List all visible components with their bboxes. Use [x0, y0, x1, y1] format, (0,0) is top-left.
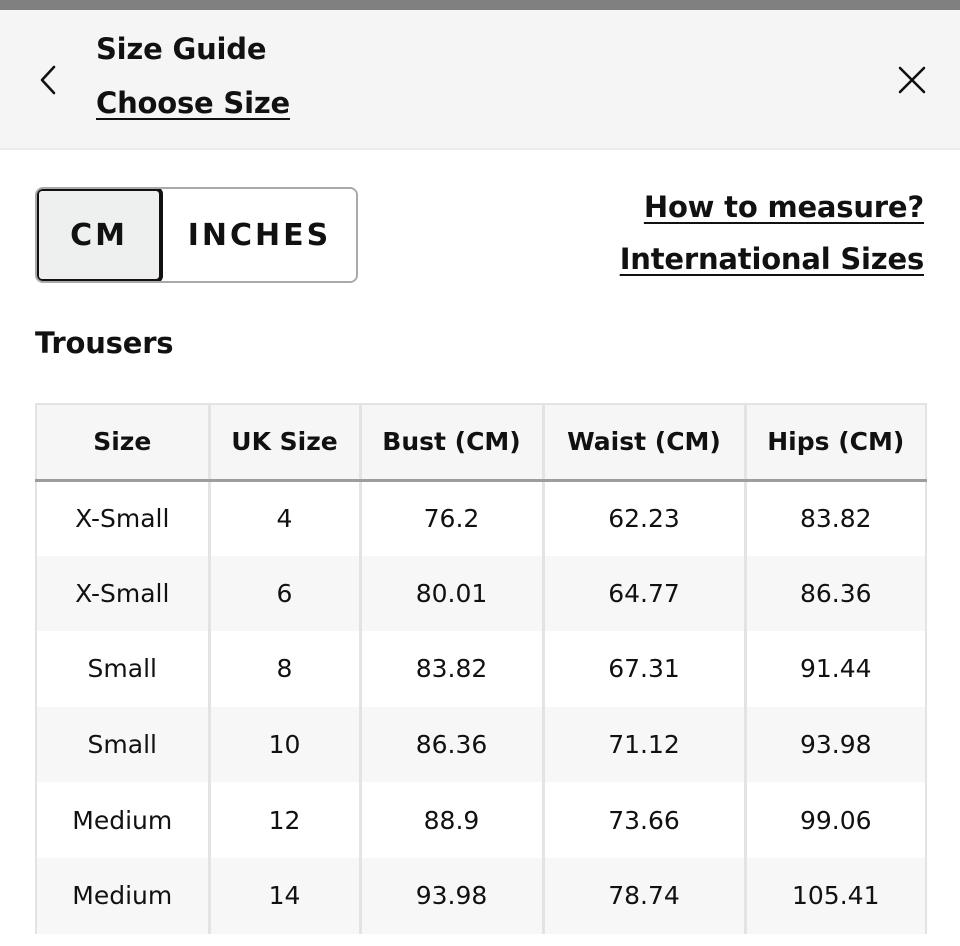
table-row	[36, 782, 926, 858]
table-cell: 93.98	[360, 858, 543, 934]
table-cell: 14	[209, 858, 360, 934]
column-header: Bust (CM)	[360, 404, 543, 480]
table-cell: 71.12	[543, 707, 745, 783]
column-header: Waist (CM)	[543, 404, 745, 480]
table-header-row	[36, 404, 926, 480]
table-cell: 88.9	[360, 782, 543, 858]
table-cell: 73.66	[543, 782, 745, 858]
international-sizes-link[interactable]: International Sizes	[619, 242, 924, 276]
table-cell: 76.2	[360, 480, 543, 556]
table-cell: 8	[209, 631, 360, 707]
status-strip	[0, 0, 960, 10]
table-cell: 86.36	[360, 707, 543, 783]
back-button[interactable]	[30, 62, 66, 98]
table-cell: 83.82	[360, 631, 543, 707]
table-cell: 93.98	[745, 707, 926, 783]
table-cell: Small	[36, 631, 209, 707]
table-cell: 78.74	[543, 858, 745, 934]
table-cell: 105.41	[745, 858, 926, 934]
table-cell: 12	[209, 782, 360, 858]
table-cell: 67.31	[543, 631, 745, 707]
table-cell: X-Small	[36, 480, 209, 556]
table-cell: 86.36	[745, 556, 926, 632]
table-row	[36, 707, 926, 783]
table-row	[36, 631, 926, 707]
table-cell: 99.06	[745, 782, 926, 858]
unit-cm-button[interactable]: CM	[35, 187, 163, 283]
table-cell: 80.01	[360, 556, 543, 632]
close-icon	[897, 65, 927, 95]
table-row	[36, 858, 926, 934]
table-cell: 4	[209, 480, 360, 556]
table-cell: 10	[209, 707, 360, 783]
help-links	[620, 190, 924, 276]
size-guide-header	[0, 10, 960, 150]
size-table	[35, 403, 925, 934]
table-cell: Small	[36, 707, 209, 783]
table-cell: Medium	[36, 858, 209, 934]
table-cell: 83.82	[745, 480, 926, 556]
unit-inches-button[interactable]: INCHES	[163, 189, 356, 281]
table-cell: X-Small	[36, 556, 209, 632]
table-row	[36, 556, 926, 632]
table-row	[36, 480, 926, 556]
table-cell: Medium	[36, 782, 209, 858]
unit-toggle	[35, 187, 358, 283]
how-to-measure-link[interactable]: How to measure?	[643, 190, 924, 224]
table-cell: 62.23	[543, 480, 745, 556]
section-title: Trousers	[35, 326, 174, 360]
table-cell: 64.77	[543, 556, 745, 632]
column-header: UK Size	[209, 404, 360, 480]
page-title: Size Guide	[96, 32, 267, 66]
column-header: Hips (CM)	[745, 404, 926, 480]
choose-size-link[interactable]: Choose Size	[96, 86, 290, 120]
close-button[interactable]	[890, 60, 934, 100]
table-cell: 91.44	[745, 631, 926, 707]
column-header: Size	[36, 404, 209, 480]
chevron-left-icon	[38, 64, 58, 96]
table-cell: 6	[209, 556, 360, 632]
